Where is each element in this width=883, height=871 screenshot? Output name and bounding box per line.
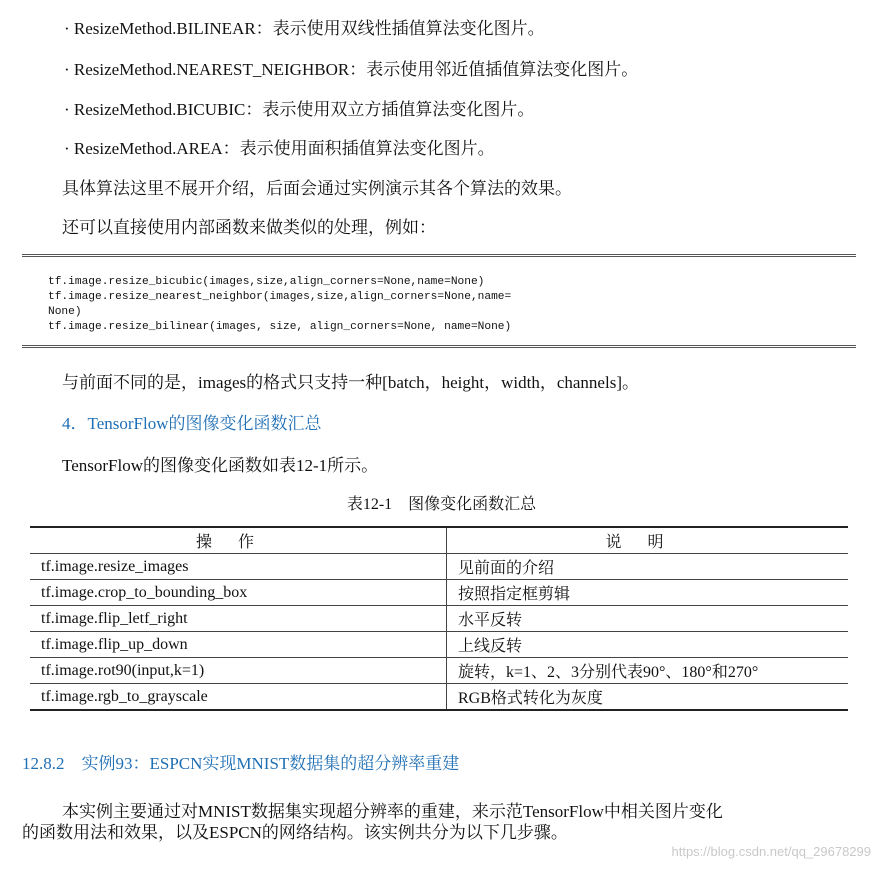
paragraph-example-line1: 本实例主要通过对MNIST数据集实现超分辨率的重建，来示范TensorFlow中相关图片变化 [62,802,723,821]
table-cell-function: tf.image.rot90(input,k=1) [30,658,447,684]
bullet-nearest-neighbor: · ResizeMethod.NEAREST_NEIGHBOR：表示使用邻近值插值算法变化图片。 [64,60,639,79]
watermark-url: https://blog.csdn.net/qq_29678299 [671,844,871,859]
table-row [30,632,848,658]
table-cell-function: tf.image.resize_images [30,554,447,580]
table-row [30,684,848,711]
table-cell-function: tf.image.flip_letf_right [30,606,447,632]
code-block [22,254,856,348]
table-caption: 表12-1 图像变化函数汇总 [346,496,537,513]
table-row [30,658,848,684]
table-row [30,606,848,632]
table-header-description: 说明 [447,527,849,554]
code-line: tf.image.resize_nearest_neighbor(images,size,align_corners=None,name= [48,291,512,303]
paragraph-algorithms: 具体算法这里不展开介绍，后面会通过实例演示其各个算法的效果。 [62,179,572,198]
code-line: tf.image.resize_bicubic(images,size,align_corners=None,name=None) [48,276,485,288]
image-functions-table [30,526,848,711]
code-text [48,275,511,335]
table-header-row [30,527,848,554]
table-cell-function: tf.image.flip_up_down [30,632,447,658]
bullet-bilinear: · ResizeMethod.BILINEAR：表示使用双线性插值算法变化图片。 [64,19,545,38]
section-heading-4: 4．TensorFlow的图像变化函数汇总 [62,414,322,433]
code-line: tf.image.resize_bilinear(images, size, align_corners=None, name=None) [48,321,512,333]
paragraph-images-format: 与前面不同的是，images的格式只支持一种[batch，height，width，channels]。 [62,373,639,392]
paragraph-example-line2: 的函数用法和效果，以及ESPCN的网络结构。该实例共分为以下几步骤。 [22,823,568,842]
bullet-area: · ResizeMethod.AREA：表示使用面积插值算法变化图片。 [64,139,495,158]
table-cell-description: 按照指定框剪辑 [447,580,849,606]
table-cell-description: 水平反转 [447,606,849,632]
section-heading-12-8-2: 12.8.2 实例93：ESPCN实现MNIST数据集的超分辨率重建 [22,754,460,773]
bullet-bicubic: · ResizeMethod.BICUBIC：表示使用双立方插值算法变化图片。 [64,100,535,119]
table-cell-function: tf.image.crop_to_bounding_box [30,580,447,606]
table-cell-description: 上线反转 [447,632,849,658]
code-line: None) [48,306,82,318]
table-cell-description: RGB格式转化为灰度 [447,684,849,711]
table-row [30,580,848,606]
table-header-operation: 操作 [30,527,447,554]
paragraph-internal-functions: 还可以直接使用内部函数来做类似的处理，例如： [62,218,436,237]
table-cell-description: 见前面的介绍 [447,554,849,580]
table-cell-function: tf.image.rgb_to_grayscale [30,684,447,711]
table-cell-description: 旋转，k=1、2、3分别代表90°、180°和270° [447,658,849,684]
paragraph-table-intro: TensorFlow的图像变化函数如表12-1所示。 [62,456,379,475]
table-row [30,554,848,580]
